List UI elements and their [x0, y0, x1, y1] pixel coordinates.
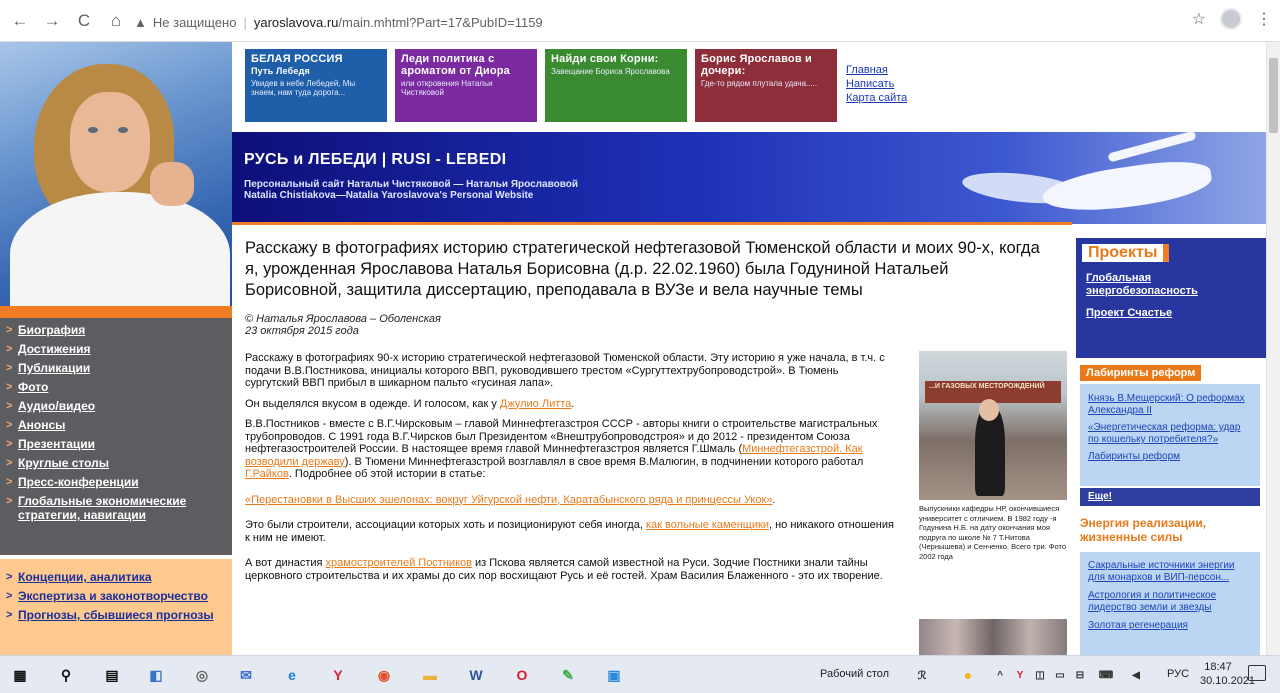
bullet-arrow-icon: > — [6, 419, 13, 431]
paragraph-text: . — [772, 493, 776, 506]
keyboard-icon[interactable]: ⌨ — [1098, 669, 1114, 681]
promo-title: Найди свои Корни: — [551, 53, 659, 65]
bullet-arrow-icon: > — [6, 381, 13, 393]
project-link[interactable]: Проект Счастье — [1086, 307, 1173, 319]
menu-item-label[interactable]: Пресс-конференции — [18, 475, 139, 489]
labyrinth-link[interactable]: «Энергетическая реформа: удар по кошельку потребителя?» — [1088, 422, 1241, 445]
page-scrollbar[interactable] — [1266, 42, 1280, 655]
promo-find-roots[interactable] — [545, 49, 687, 122]
promo-text: Увидев в небе Лебедей, Мы знаем, нам туда дорога... — [251, 79, 356, 97]
projects-title: Проекты — [1082, 244, 1169, 262]
menu-item-label[interactable]: Прогнозы, сбывшиеся прогнозы — [18, 608, 214, 622]
bullet-arrow-icon: > — [6, 609, 13, 621]
energy-link[interactable]: Сакральные источники энергии для монархов и ВИП-персон... — [1088, 560, 1235, 583]
article-byline — [245, 313, 1075, 337]
energy-link[interactable]: Астрология и политическое лидерство земли и звезды — [1088, 590, 1217, 613]
menu-item-label[interactable]: Круглые столы — [18, 456, 110, 470]
author-portrait — [0, 42, 232, 306]
app-window-icon[interactable]: ▣ — [607, 666, 621, 683]
opera-icon[interactable]: O — [516, 667, 528, 683]
promo-text: Где-то рядом плутала удача..... — [701, 79, 818, 88]
app-leaf-icon[interactable]: ✎ — [562, 666, 574, 683]
reload-icon[interactable]: C — [77, 10, 91, 30]
url-separator: | — [243, 14, 247, 30]
scrollbar-thumb[interactable] — [1269, 58, 1278, 133]
article-author: © Наталья Ярославова – Оболенская — [245, 313, 441, 325]
promo-boris-yaroslavov[interactable] — [695, 49, 837, 122]
security-label: Не защищено — [152, 14, 237, 30]
paragraph-text: В.В.Постников - вместе с В.Г.Чирсковым – главой Миннефтегазстроя СССР - авторы книги о строительстве магистральных трубопроводов. С 1991 года В.Г.Чирсков был Президентом «Внештрубопроводстроя» и до 2012 - президентом Союза нефтегазостроителей России. В настоящее время главой Миннефтегазстроя является Г.Шмаль ( — [245, 418, 878, 455]
banner-divider — [232, 222, 1072, 225]
profile-avatar[interactable] — [1220, 8, 1242, 30]
sitemap-link[interactable]: Карта сайта — [846, 92, 908, 104]
volume-icon[interactable]: ◀ — [1132, 669, 1140, 681]
project-link[interactable]: Глобальная энергобезопасность — [1086, 272, 1198, 297]
taskbar — [0, 655, 1280, 693]
article-paragraph: Расскажу в фотографиях 90-х историю стратегической нефтегазовой Тюменской области. Эту историю я уже начала, в т.ч. с подачи В.В.Постникова, инициалы которого ВВП, руководившего трестом «Сургуттехтрубопроводстрой». В Тюмень сургутский ВВП прибыл в шикарном пальто «гусиная лапа». — [245, 352, 885, 389]
desktop-label[interactable]: Рабочий стол — [820, 668, 890, 680]
network-icon[interactable]: ⊟ — [1075, 669, 1085, 681]
notification-icon[interactable] — [1248, 665, 1266, 681]
clock[interactable] — [1200, 660, 1256, 688]
bullet-arrow-icon: > — [6, 571, 13, 583]
app-circle-icon[interactable]: ◎ — [195, 666, 209, 683]
promo-text: или откровения Натальи Чистяковой — [401, 79, 493, 97]
menu-item-photo[interactable] — [0, 378, 232, 397]
bullet-arrow-icon: > — [6, 324, 13, 336]
url-path: /main.mhtml?Part=17&PubID=1159 — [338, 14, 543, 30]
article-paragraph — [245, 494, 895, 507]
article-link[interactable]: храмостроителей Постников — [325, 557, 472, 569]
left-column — [0, 42, 232, 655]
labyrinth-box — [1080, 384, 1260, 486]
menu-item-label[interactable]: Достижения — [18, 342, 91, 356]
main-menu — [0, 318, 232, 555]
menu-item-label[interactable]: Глобальные экономические стратегии, навигации — [18, 494, 187, 522]
promo-title: БЕЛАЯ РОССИЯ — [251, 53, 343, 65]
article-headline: Расскажу в фотографиях историю стратегической нефтегазовой Тюменской области и моих 90-х, когда я, урожденная Ярославова Наталья Борисовна (д.р. 22.02.1960) была Годуниной Натальей Борисовной, защитила диссертацию, преподавала в ВУЗе и вела научные темы — [245, 239, 1040, 299]
bullet-arrow-icon: > — [6, 590, 13, 602]
task-view-icon[interactable]: ▤ — [105, 666, 119, 683]
article-date: 23 октября 2015 года — [245, 325, 359, 337]
menu-item-biography[interactable] — [0, 321, 232, 340]
promo-title: Леди политика с ароматом от Диора — [401, 53, 510, 77]
article-paragraph — [245, 418, 895, 481]
warning-icon: ▲ — [134, 14, 147, 30]
site-banner — [232, 132, 1266, 224]
browser-actions — [1192, 8, 1272, 30]
paragraph-text: из Пскова является самой известной на Руси. Зодчие Постники знали тайны церковного строительства и их храмы до сих пор восхищают Русь и её гостей. Храм Василия Блаженного - это их творение. — [245, 557, 883, 582]
site-subtitle-ru: Персональный сайт Натальи Чистяковой — Натальи Ярославовой — [244, 179, 578, 190]
top-links — [846, 63, 907, 105]
labyrinth-link[interactable]: Лабиринты реформ — [1088, 451, 1181, 462]
promo-subtitle: Путь Лебедя — [251, 66, 310, 76]
bullet-arrow-icon: > — [6, 495, 13, 507]
star-icon[interactable]: ☆ — [1191, 11, 1206, 28]
menu-item-label[interactable]: Биография — [18, 323, 86, 337]
chrome-icon[interactable]: ◉ — [377, 666, 391, 683]
promo-title: Борис Ярославов и дочери: — [701, 53, 813, 77]
site-title: РУСЬ и ЛЕБЕДИ | RUSI - LEBEDI — [244, 151, 507, 168]
energy-box — [1080, 552, 1260, 655]
menu-item-label[interactable]: Публикации — [18, 361, 91, 375]
portrait-face — [70, 92, 150, 192]
promo-text: Завещание Бориса Ярославова — [551, 67, 670, 76]
menu-item-label[interactable]: Аудио/видео — [18, 399, 96, 413]
back-arrow-icon[interactable]: ← — [11, 10, 29, 30]
article-link[interactable]: «Перестановки в Высших эшелонах: вокруг Уйгурской нефти, Каратабынского ряда и принцессы Укок» — [245, 493, 773, 506]
menu-item-presentations[interactable] — [0, 435, 232, 454]
labyrinth-title: Лабиринты реформ — [1080, 365, 1201, 381]
promo-strip — [232, 42, 1266, 132]
bullet-arrow-icon: > — [6, 438, 13, 450]
mail-icon[interactable]: ✉ — [240, 666, 252, 683]
promo-white-russia[interactable] — [245, 49, 387, 122]
photo-person-head — [979, 399, 999, 421]
edge-icon[interactable]: e — [288, 667, 296, 683]
portrait-eye — [88, 127, 98, 133]
menu-item-label[interactable]: Презентации — [18, 437, 96, 451]
menu-item-label[interactable]: Анонсы — [18, 418, 66, 432]
projects-box — [1076, 238, 1266, 358]
orange-divider — [0, 306, 232, 318]
menu-item-audio-video[interactable] — [0, 397, 232, 416]
labyrinth-link[interactable]: Князь В.Мещерский: О реформах Александра II — [1088, 393, 1245, 416]
article-paragraph — [245, 398, 895, 411]
paragraph-text: Это были строители, ассоциации которых хоть и позиционируют себя иногда, — [245, 519, 646, 531]
menu-item-label[interactable]: Концепции, аналитика — [18, 570, 152, 584]
promo-lady-politics[interactable] — [395, 49, 537, 122]
paragraph-text: . Подробнее об этой истории в статье: — [288, 468, 486, 480]
web-page — [0, 42, 1266, 655]
browser-toolbar — [0, 0, 1280, 42]
bullet-arrow-icon: > — [6, 476, 13, 488]
menu-item-concepts[interactable] — [0, 568, 232, 587]
portrait-shirt — [10, 192, 230, 306]
photo-caption: Выпускники кафедры НР, окончившиеся университет с отличием. В 1982 году -я Годунина Н.Б. на дату окончания моя подруга по школе № 7 Т.Нитова (Чернышева) и Сенченко. Всего три. Фото 2002 года — [919, 504, 1067, 561]
windows-start-icon[interactable]: ▦ — [13, 666, 27, 683]
article-paragraph — [245, 557, 895, 582]
bullet-arrow-icon: > — [6, 457, 13, 469]
portrait-eye — [118, 127, 128, 133]
article-link[interactable]: Миннефтегазстрой. Как возводили державу — [245, 443, 863, 468]
paragraph-text: , но никакого отношения к ним не имеют. — [245, 519, 894, 544]
search-icon[interactable]: ⚲ — [60, 666, 72, 683]
menu-item-achievements[interactable] — [0, 340, 232, 359]
paragraph-text: Он выделялся вкусом в одежде. И голосом, как у — [245, 397, 500, 410]
forward-arrow-icon[interactable]: → — [43, 10, 61, 30]
more-link[interactable]: Еще! — [1080, 488, 1260, 506]
menu-dots-icon[interactable]: ⋮ — [1256, 11, 1272, 28]
menu-item-forecasts[interactable] — [0, 606, 232, 625]
app-icon[interactable]: ◧ — [149, 666, 163, 683]
menu-item-announcements[interactable] — [0, 416, 232, 435]
home-link[interactable]: Главная — [846, 64, 888, 76]
tray-app-icon[interactable]: ◫ — [1035, 669, 1045, 681]
article-link[interactable]: как вольные каменщики — [645, 519, 769, 531]
language-indicator[interactable]: РУС — [1167, 668, 1190, 680]
energy-title: Энергия реализации, жизненные силы — [1080, 516, 1207, 544]
menu-item-publications[interactable] — [0, 359, 232, 378]
photo-board: ...И ГАЗОВЫХ МЕСТОРОЖДЕНИЙ — [925, 381, 1061, 403]
menu-item-press-conferences[interactable] — [0, 473, 232, 492]
clock-time: 18:47 — [1204, 661, 1232, 673]
bullet-arrow-icon: > — [6, 343, 13, 355]
menu-item-round-tables[interactable] — [0, 454, 232, 473]
swan-body — [1040, 155, 1214, 218]
swan-neck — [1107, 132, 1196, 162]
weather-icon[interactable]: ● — [963, 667, 973, 683]
portrait-hand — [150, 162, 194, 206]
battery-icon[interactable]: ▭ — [1055, 669, 1065, 681]
paragraph-text: А вот династия — [245, 557, 326, 569]
tray-chevron-icon[interactable]: ^ — [997, 669, 1003, 681]
yandex-icon[interactable]: Y — [333, 667, 343, 683]
clock-date: 30.10.2021 — [1200, 675, 1256, 687]
home-icon[interactable]: ⌂ — [110, 10, 122, 30]
energy-link[interactable]: Золотая регенерация — [1088, 620, 1188, 631]
file-explorer-icon[interactable]: ▬ — [423, 667, 437, 683]
article-paragraph — [245, 519, 895, 544]
url-host: yaroslavova.ru — [253, 14, 339, 30]
site-subtitle-en: Natalia Chistiakova—Natalia Yaroslavova's Personal Website — [244, 190, 534, 201]
address-bar[interactable] — [134, 8, 1204, 36]
write-link[interactable]: Написать — [846, 78, 895, 90]
word-icon[interactable]: W — [469, 667, 483, 683]
article-photo — [919, 351, 1067, 500]
paragraph-text: . — [571, 397, 575, 410]
tray-yandex-icon[interactable]: Y — [1016, 669, 1024, 681]
right-sidebar — [1076, 238, 1266, 655]
menu-item-expertise[interactable] — [0, 587, 232, 606]
menu-item-global-strategies[interactable] — [0, 492, 232, 525]
site-subtitle — [244, 179, 578, 201]
menu-item-label[interactable]: Экспертиза и законотворчество — [18, 589, 208, 603]
menu-item-label[interactable]: Фото — [18, 380, 49, 394]
paragraph-text: ). В Тюмени Миннефтегазстрой возглавлял в свое время В.Малюгин, в подчинении которого работал — [344, 455, 864, 468]
people-icon[interactable]: ℛ — [917, 669, 927, 682]
article-link[interactable]: Джулио Литта — [499, 397, 572, 410]
article-photo-2 — [919, 619, 1067, 655]
bullet-arrow-icon: > — [6, 362, 13, 374]
article-link[interactable]: Г.Райков — [245, 468, 289, 480]
secondary-menu — [0, 555, 232, 655]
bullet-arrow-icon: > — [6, 400, 13, 412]
